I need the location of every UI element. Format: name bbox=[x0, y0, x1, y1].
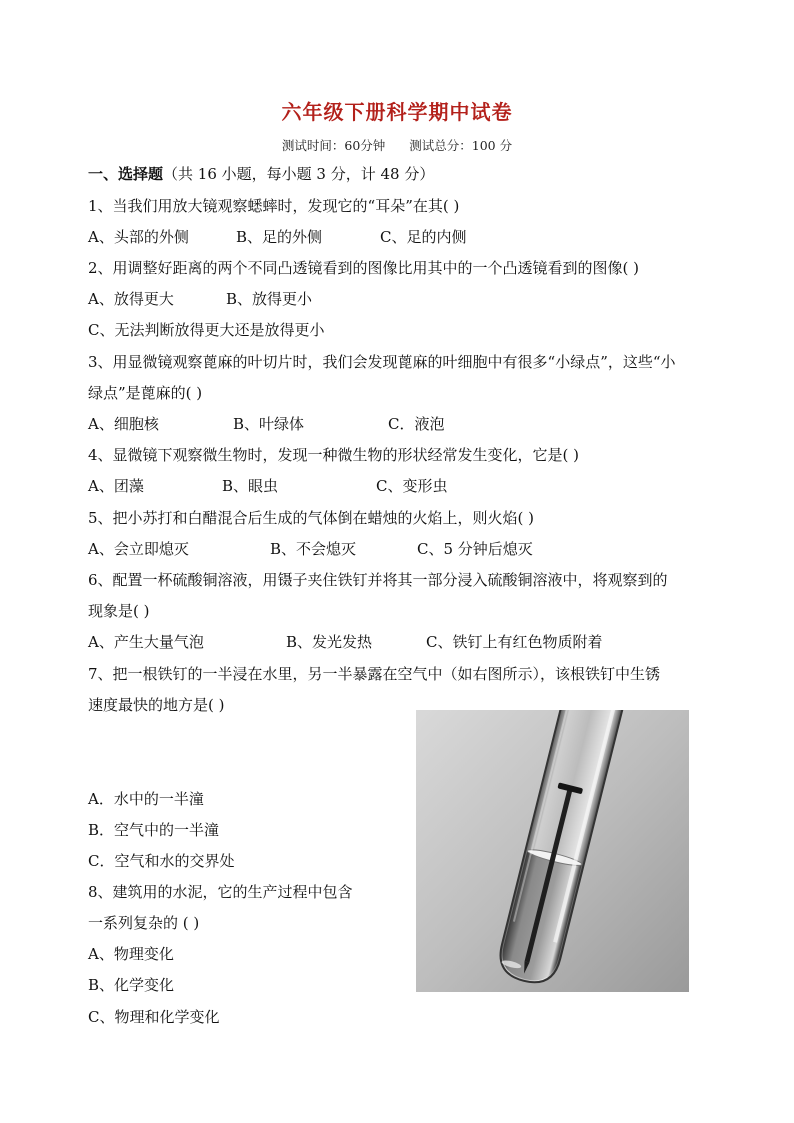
exam-time: 测试时间：60分钟 bbox=[281, 138, 386, 153]
option-b[interactable]: B、不会熄灭 bbox=[270, 540, 357, 558]
option-a[interactable]: A、产生大量气泡 bbox=[88, 633, 204, 651]
question-2-option-c-line bbox=[88, 320, 324, 340]
question-7-line-1: 7、把一根铁钉的一半浸在水里，另一半暴露在空气中（如右图所示），该根铁钉中生锈 bbox=[88, 665, 661, 683]
question-3-options bbox=[88, 414, 444, 434]
option-c[interactable]: C、铁钉上有红色物质附着 bbox=[426, 633, 603, 651]
option-b[interactable]: B、放得更小 bbox=[226, 290, 313, 308]
question-5-options bbox=[88, 539, 533, 559]
option-a[interactable]: A、头部的外侧 bbox=[88, 228, 189, 246]
question-6-line-2: 现象是( ) bbox=[88, 602, 150, 620]
question-7-option-a[interactable]: A．水中的一半潼 bbox=[88, 790, 204, 808]
question-2: 2、用调整好距离的两个不同凸透镜看到的图像比用其中的一个凸透镜看到的图像( ) bbox=[88, 259, 640, 277]
section-title: 一、选择题 bbox=[88, 165, 164, 183]
option-c[interactable]: C、5 分钟后熄灭 bbox=[417, 540, 533, 558]
question-3-line-1: 3、用显微镜观察蓖麻的叶切片时，我们会发现蓖麻的叶细胞中有很多“小绿点”，这些“小 bbox=[88, 353, 676, 371]
question-8-option-b[interactable]: B、化学变化 bbox=[88, 976, 175, 994]
question-7-option-b[interactable]: B．空气中的一半潼 bbox=[88, 821, 220, 839]
section-note: （共 16 小题，每小题 3 分，计 48 分） bbox=[163, 165, 435, 183]
test-tube-iron-nail-photo-icon bbox=[416, 710, 689, 992]
option-a[interactable]: A、会立即熄灭 bbox=[88, 540, 189, 558]
question-7-line-2: 速度最快的地方是( ) bbox=[88, 696, 225, 714]
exam-meta bbox=[0, 136, 794, 154]
question-6-options bbox=[88, 632, 602, 652]
question-6-line-1: 6、配置一杯硫酸铜溶液，用镊子夹住铁钉并将其一部分浸入硫酸铜溶液中，将观察到的 bbox=[88, 571, 668, 589]
option-a[interactable]: A、团藻 bbox=[88, 477, 144, 495]
question-4: 4、显微镜下观察微生物时，发现一种微生物的形状经常发生变化，它是( ) bbox=[88, 446, 580, 464]
exam-score: 测试总分：100 分 bbox=[409, 138, 513, 153]
question-8-option-a[interactable]: A、物理变化 bbox=[88, 945, 174, 963]
question-4-options bbox=[88, 476, 447, 496]
option-b[interactable]: B、叶绿体 bbox=[233, 415, 305, 433]
question-7-option-c[interactable]: C．空气和水的交界处 bbox=[88, 852, 235, 870]
option-b[interactable]: B、眼虫 bbox=[222, 477, 279, 495]
question-1-options bbox=[88, 227, 466, 247]
option-b[interactable]: B、足的外侧 bbox=[236, 228, 323, 246]
question-1: 1、当我们用放大镜观察蟋蟀时，发现它的“耳朵”在其( ) bbox=[88, 197, 460, 215]
option-a[interactable]: A、放得更大 bbox=[88, 290, 174, 308]
option-c[interactable]: C、变形虫 bbox=[376, 477, 448, 495]
section-heading bbox=[88, 164, 434, 184]
option-a[interactable]: A、细胞核 bbox=[88, 415, 159, 433]
question-5: 5、把小苏打和白醋混合后生成的气体倒在蜡烛的火焰上，则火焰( ) bbox=[88, 509, 535, 527]
option-c[interactable]: C、足的内侧 bbox=[380, 228, 467, 246]
question-8-line-1: 8、建筑用的水泥，它的生产过程中包含 bbox=[88, 883, 353, 901]
question-8-option-c[interactable]: C、物理和化学变化 bbox=[88, 1008, 220, 1026]
page-title: 六年级下册科学期中试卷 bbox=[281, 100, 513, 124]
question-2-options bbox=[88, 289, 312, 309]
option-c[interactable]: C．液泡 bbox=[388, 415, 445, 433]
question-8-line-2: 一系列复杂的 ( ) bbox=[88, 914, 200, 932]
option-c[interactable]: C、无法判断放得更大还是放得更小 bbox=[88, 321, 325, 339]
test-tube-figure bbox=[416, 710, 689, 992]
question-3-line-2: 绿点”是蓖麻的( ) bbox=[88, 384, 203, 402]
option-b[interactable]: B、发光发热 bbox=[286, 633, 373, 651]
